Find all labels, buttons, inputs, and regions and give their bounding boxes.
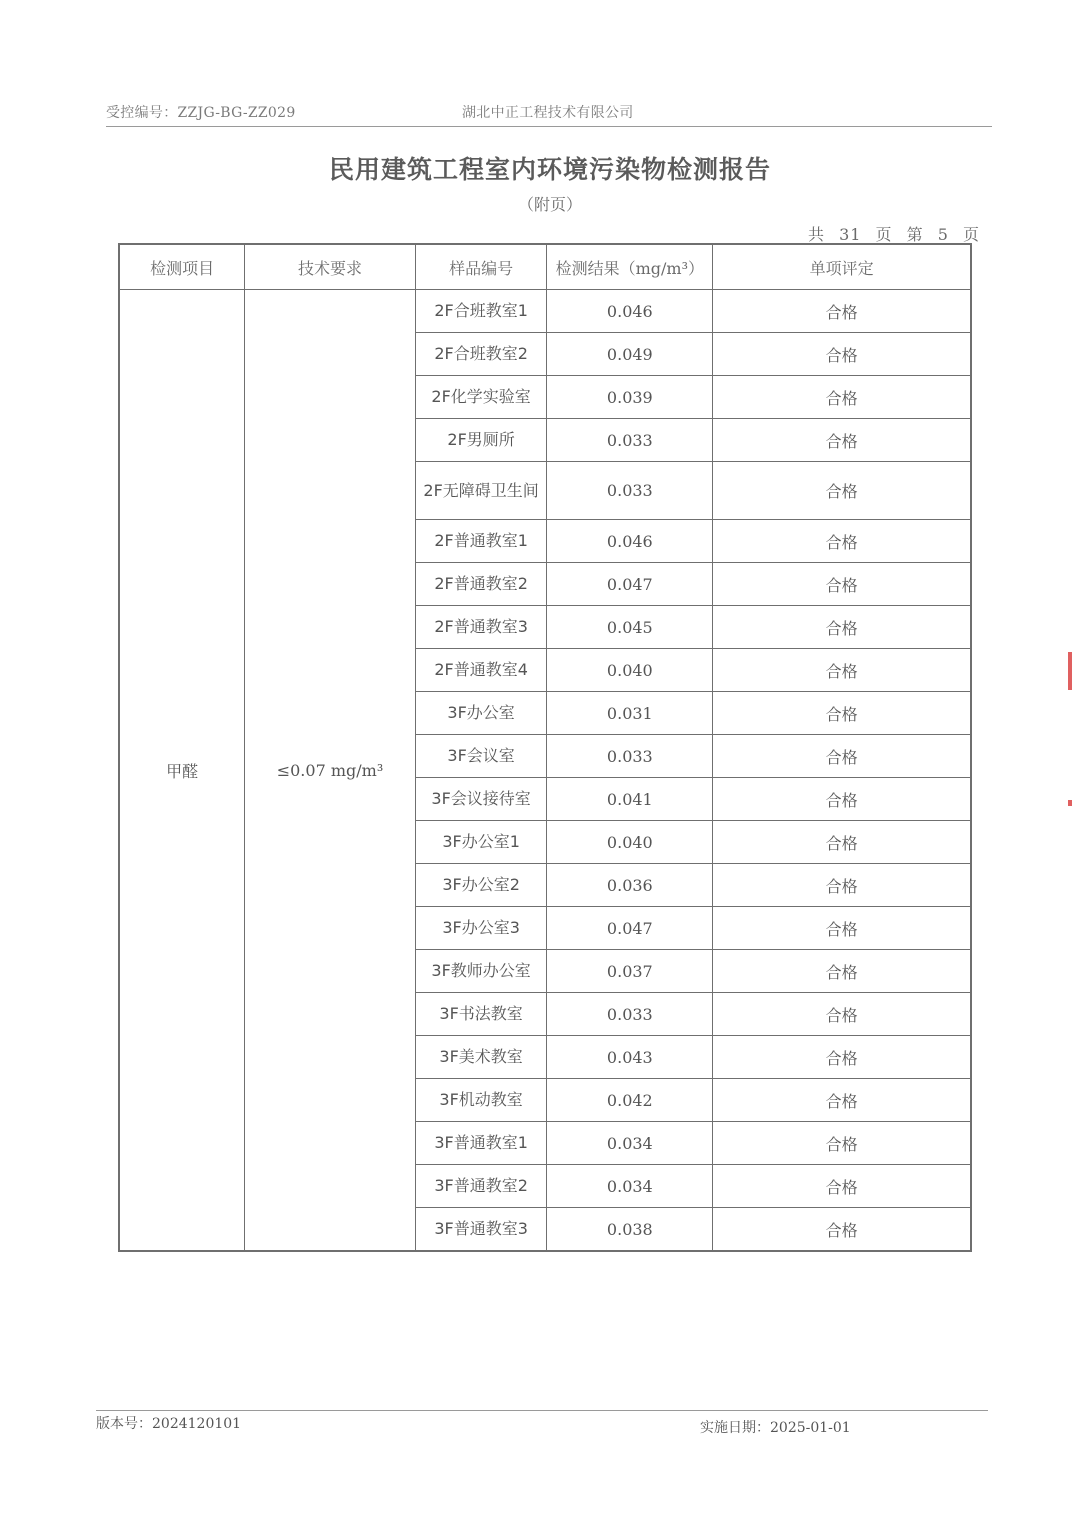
sample-cell: 2F普通教室3 (415, 606, 547, 649)
table-body (119, 290, 971, 1252)
test-item-cell: 甲醛 (119, 290, 245, 1252)
evaluation-cell: 合格 (713, 864, 971, 907)
sample-cell: 2F普通教室1 (415, 520, 547, 563)
evaluation-cell: 合格 (713, 520, 971, 563)
evaluation-cell: 合格 (713, 1165, 971, 1208)
table-header-row (119, 244, 971, 290)
sample-cell: 3F办公室1 (415, 821, 547, 864)
result-cell: 0.034 (547, 1122, 713, 1165)
result-cell: 0.033 (547, 462, 713, 520)
report-title: 民用建筑工程室内环境污染物检测报告 (328, 155, 771, 184)
result-cell: 0.047 (547, 563, 713, 606)
evaluation-cell: 合格 (713, 907, 971, 950)
result-cell: 0.039 (547, 376, 713, 419)
company-name: 湖北中正工程技术有限公司 (462, 105, 634, 121)
sample-cell: 2F合班教室2 (415, 333, 547, 376)
control-number: 受控编号：ZZJG-BG-ZZ029 (106, 105, 296, 121)
sample-cell: 2F化学实验室 (415, 376, 547, 419)
effective-date: 实施日期：2025-01-01 (700, 1420, 851, 1436)
sample-cell: 2F男厕所 (415, 419, 547, 462)
evaluation-cell: 合格 (713, 419, 971, 462)
sample-cell: 3F会议室 (415, 735, 547, 778)
result-cell: 0.033 (547, 993, 713, 1036)
sample-cell: 3F普通教室2 (415, 1165, 547, 1208)
sample-cell: 3F办公室3 (415, 907, 547, 950)
column-header-requirement: 技术要求 (245, 244, 416, 290)
report-subtitle: （附页） (517, 195, 582, 214)
requirement-cell: ≤0.07 mg/m³ (245, 290, 416, 1252)
result-cell: 0.036 (547, 864, 713, 907)
column-header-result: 检测结果（mg/m³） (547, 244, 713, 290)
evaluation-cell: 合格 (713, 462, 971, 520)
evaluation-cell: 合格 (713, 563, 971, 606)
evaluation-cell: 合格 (713, 950, 971, 993)
result-cell: 0.046 (547, 290, 713, 333)
sample-cell: 2F普通教室4 (415, 649, 547, 692)
column-header-evaluation: 单项评定 (713, 244, 971, 290)
sample-cell: 3F会议接待室 (415, 778, 547, 821)
footer-divider (96, 1410, 988, 1411)
sample-cell: 3F机动教室 (415, 1079, 547, 1122)
evaluation-cell: 合格 (713, 1079, 971, 1122)
evaluation-cell: 合格 (713, 376, 971, 419)
stamp-edge-mark (1068, 800, 1072, 806)
sample-cell: 3F办公室 (415, 692, 547, 735)
result-cell: 0.037 (547, 950, 713, 993)
evaluation-cell: 合格 (713, 333, 971, 376)
evaluation-cell: 合格 (713, 778, 971, 821)
evaluation-cell: 合格 (713, 290, 971, 333)
page-info: 共 31 页 第 5 页 (808, 225, 980, 244)
sample-cell: 3F普通教室3 (415, 1208, 547, 1252)
evaluation-cell: 合格 (713, 692, 971, 735)
result-cell: 0.045 (547, 606, 713, 649)
version-number: 版本号：2024120101 (96, 1416, 242, 1432)
evaluation-cell: 合格 (713, 821, 971, 864)
sample-cell: 2F无障碍卫生间 (415, 462, 547, 520)
evaluation-cell: 合格 (713, 735, 971, 778)
result-cell: 0.049 (547, 333, 713, 376)
table-row (119, 290, 971, 333)
column-header-item: 检测项目 (119, 244, 245, 290)
sample-cell: 2F合班教室1 (415, 290, 547, 333)
column-header-sample: 样品编号 (415, 244, 547, 290)
result-cell: 0.038 (547, 1208, 713, 1252)
result-cell: 0.040 (547, 821, 713, 864)
sample-cell: 3F教师办公室 (415, 950, 547, 993)
result-cell: 0.041 (547, 778, 713, 821)
evaluation-cell: 合格 (713, 993, 971, 1036)
result-cell: 0.040 (547, 649, 713, 692)
result-cell: 0.033 (547, 735, 713, 778)
evaluation-cell: 合格 (713, 1036, 971, 1079)
result-cell: 0.042 (547, 1079, 713, 1122)
result-cell: 0.033 (547, 419, 713, 462)
stamp-edge-mark (1068, 652, 1072, 690)
result-cell: 0.046 (547, 520, 713, 563)
result-cell: 0.034 (547, 1165, 713, 1208)
result-cell: 0.047 (547, 907, 713, 950)
sample-cell: 3F美术教室 (415, 1036, 547, 1079)
sample-cell: 2F普通教室2 (415, 563, 547, 606)
sample-cell: 3F办公室2 (415, 864, 547, 907)
sample-cell: 3F普通教室1 (415, 1122, 547, 1165)
evaluation-cell: 合格 (713, 606, 971, 649)
result-cell: 0.031 (547, 692, 713, 735)
header-divider (106, 126, 992, 127)
evaluation-cell: 合格 (713, 1122, 971, 1165)
evaluation-cell: 合格 (713, 1208, 971, 1252)
evaluation-cell: 合格 (713, 649, 971, 692)
sample-cell: 3F书法教室 (415, 993, 547, 1036)
result-cell: 0.043 (547, 1036, 713, 1079)
results-table (118, 243, 972, 1252)
